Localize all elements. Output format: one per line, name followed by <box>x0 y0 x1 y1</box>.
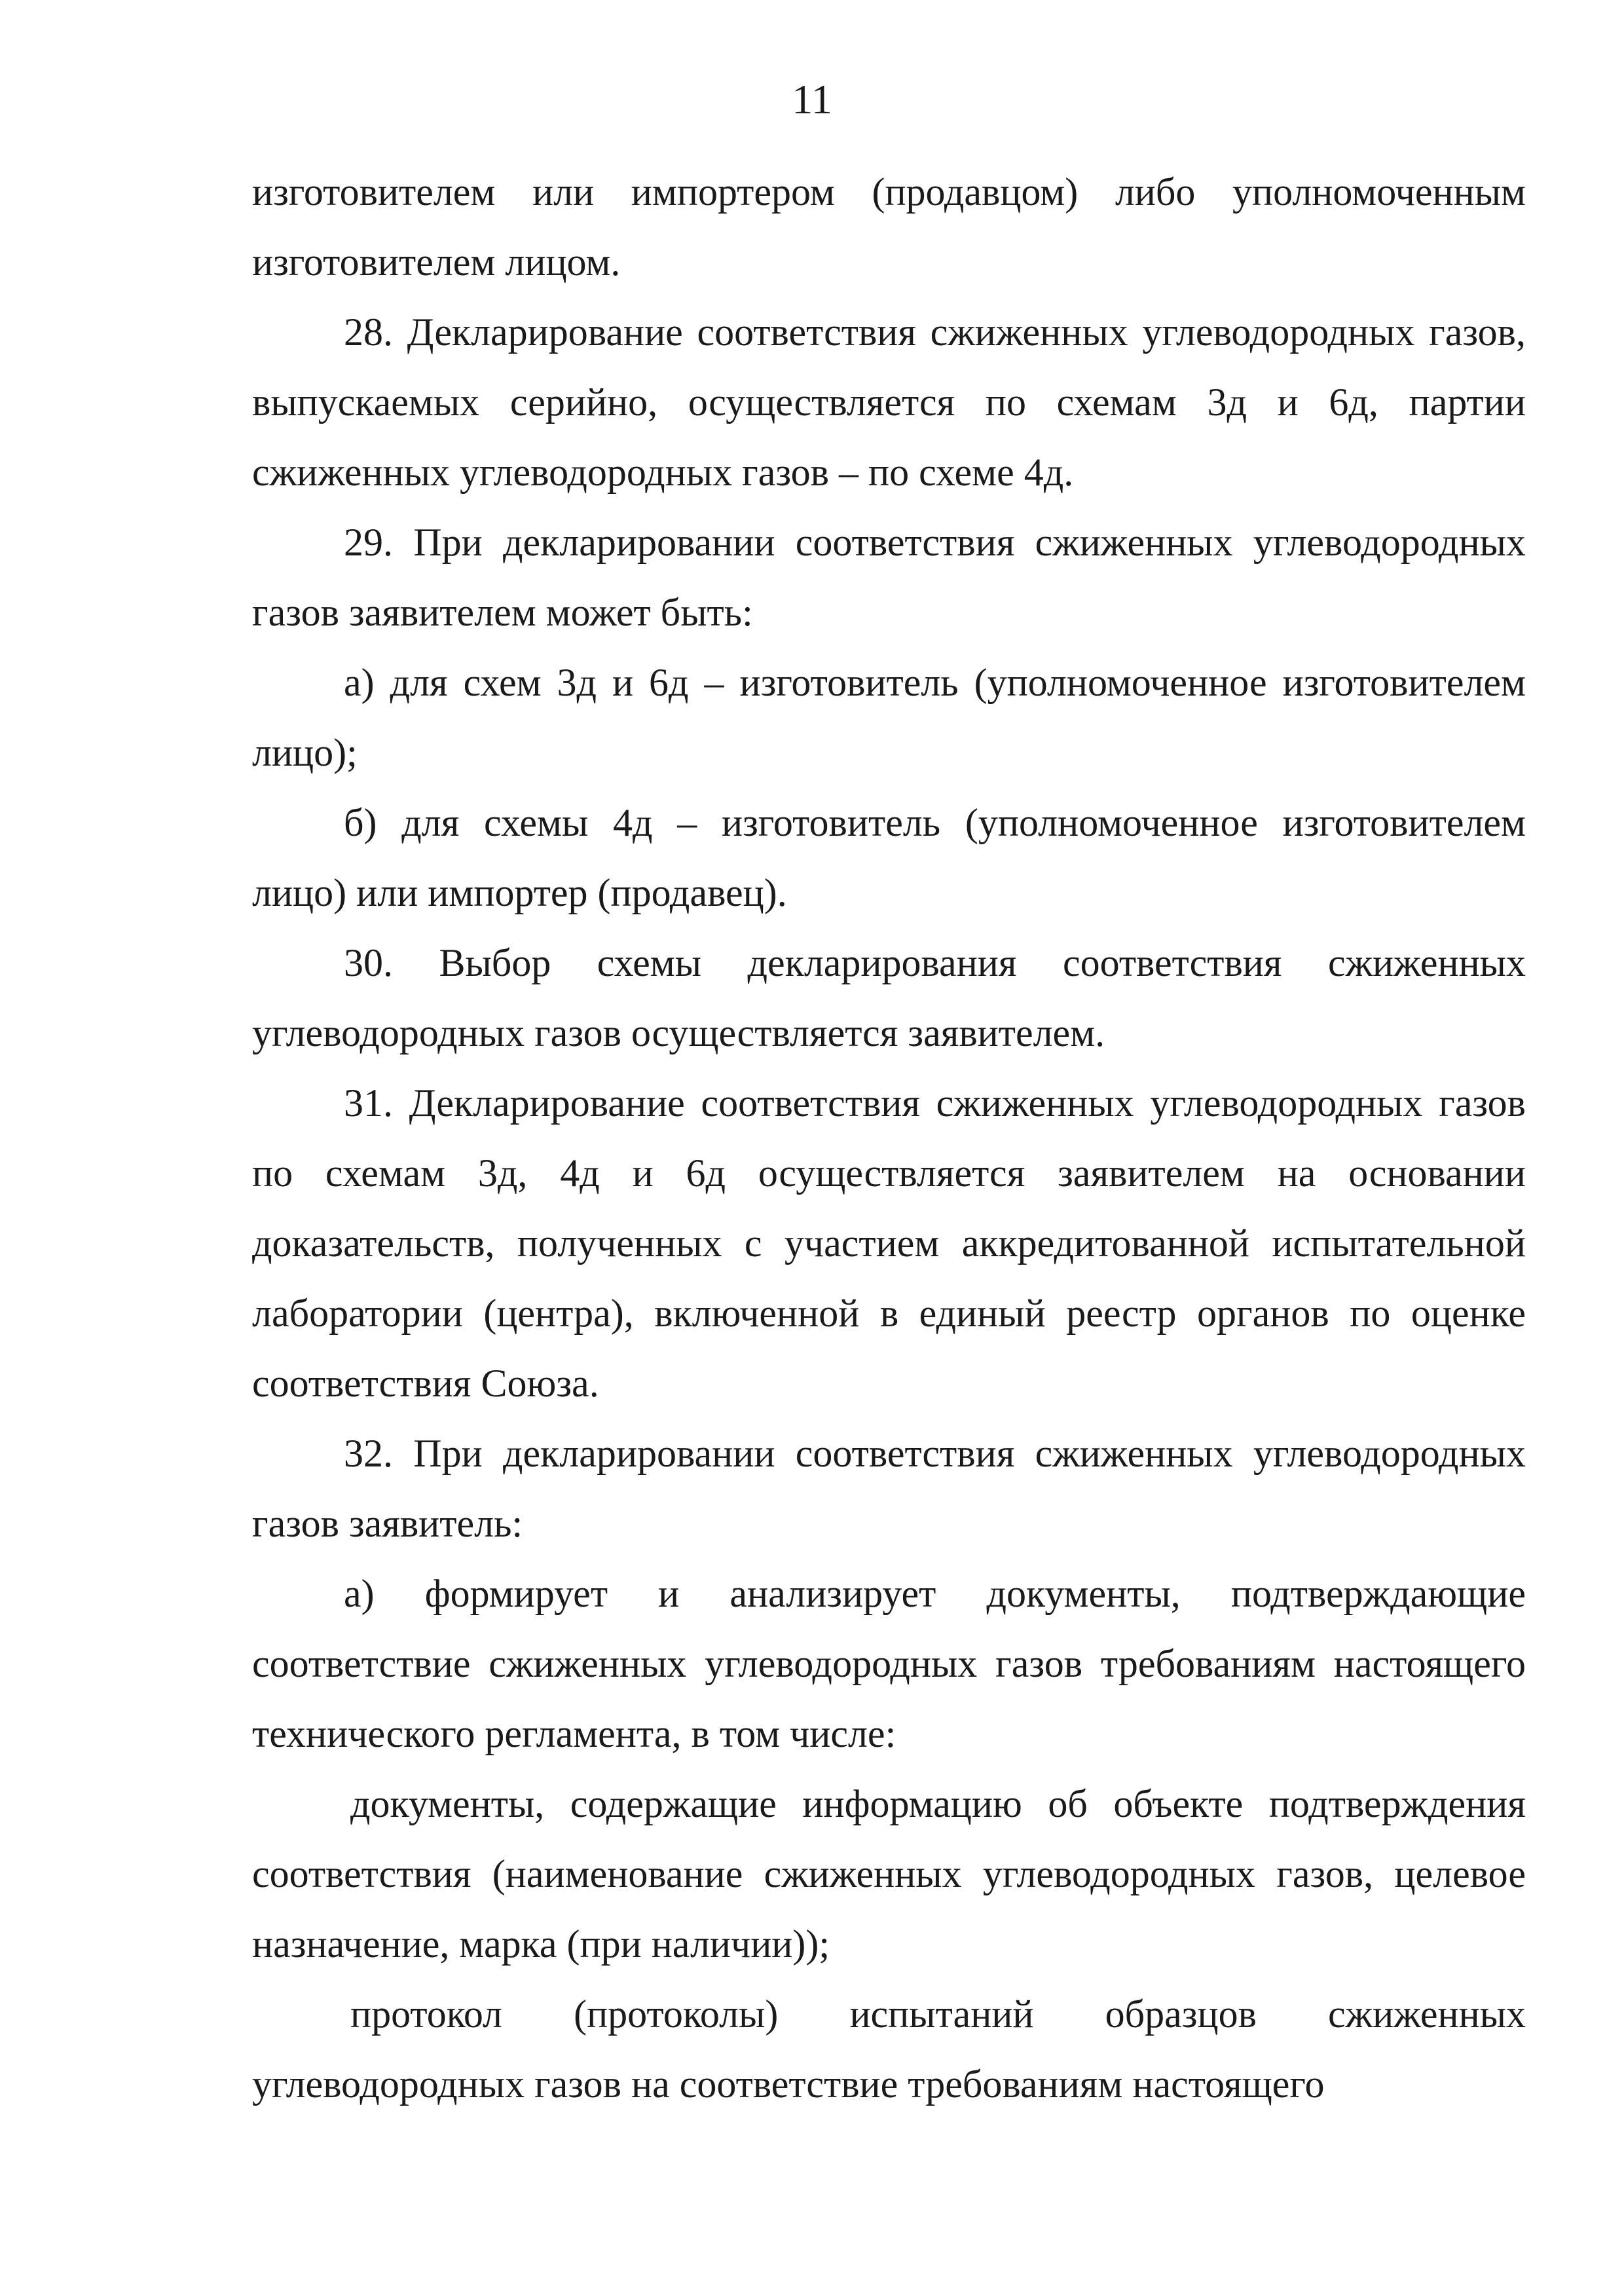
paragraph-32-a-documents: документы, содержащие информацию об объекте подтверждения соответствия (наименование сжиженных углеводородных газов, целевое назначение, марка (при наличии)); <box>252 1782 1526 1966</box>
paragraph-30: 30. Выбор схемы декларирования соответствия сжиженных углеводородных газов осуществляется заявителем. <box>252 941 1526 1054</box>
paragraph-28: 28. Декларирование соответствия сжиженных углеводородных газов, выпускаемых серийно, осуществляется по схемам 3д и 6д, партии сжиженных углеводородных газов – по схеме 4д. <box>252 310 1526 494</box>
document-body <box>252 157 1526 2119</box>
paragraph-29-a: а) для схем 3д и 6д – изготовитель (уполномоченное изготовителем лицо); <box>252 661 1526 774</box>
paragraph-29: 29. При декларировании соответствия сжиженных углеводородных газов заявителем может быть: <box>252 521 1526 634</box>
paragraph-continuation: изготовителем или импортером (продавцом) либо уполномоченным изготовителем лицом. <box>252 170 1526 284</box>
paragraph-32-a-protocol: протокол (протоколы) испытаний образцов сжиженных углеводородных газов на соответствие требованиям настоящего <box>252 1992 1526 2106</box>
paragraph-31: 31. Декларирование соответствия сжиженных углеводородных газов по схемам 3д, 4д и 6д осуществляется заявителем на основании доказательств, полученных с участием аккредитованной испытательной лаборатории (центра), включенной в единый реестр органов по оценке соответствия Союза. <box>252 1081 1526 1405</box>
paragraph-32: 32. При декларировании соответствия сжиженных углеводородных газов заявитель: <box>252 1432 1526 1545</box>
paragraph-29-b: б) для схемы 4д – изготовитель (уполномоченное изготовителем лицо) или импортер (продавец). <box>252 801 1526 914</box>
paragraph-32-a: а) формирует и анализирует документы, подтверждающие соответствие сжиженных углеводородных газов требованиям настоящего технического регламента, в том числе: <box>252 1572 1526 1755</box>
page-number: 11 <box>792 76 832 122</box>
